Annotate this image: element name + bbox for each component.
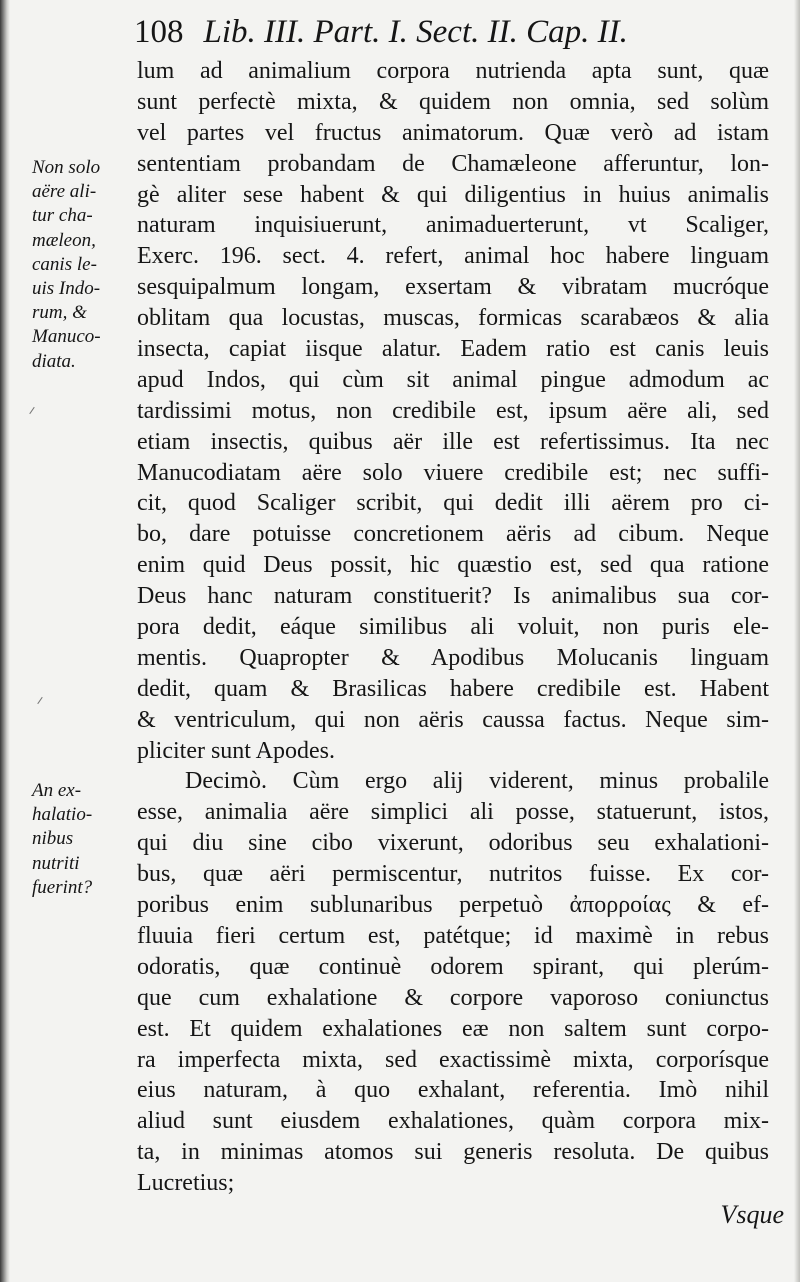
text-line: enim quid Deus possit, hic quæstio est, sed qua ratione (137, 552, 769, 579)
text-line: ra imperfecta mixta, sed exactissimè mixta, corporísque (137, 1046, 769, 1073)
margin-note-line: aëre ali- (32, 181, 97, 203)
margin-note-line: An ex- (32, 780, 82, 801)
text-line: aliud sunt eiusdem exhalationes, quàm corpora mix- (137, 1108, 769, 1135)
text-line: sesquipalmum longam, exsertam & vibratam mucróque (137, 274, 769, 301)
text-line: fluuia fieri certum est, patétque; id maximè in rebus (137, 922, 769, 949)
text-line: dedit, quam & Brasilicas habere credibile est. Habent (137, 675, 769, 702)
page-binding-edge (0, 0, 10, 1282)
margin-note-line: mæleon, (32, 229, 96, 251)
text-line: etiam insectis, quibus aër ille est refertissimus. Ita nec (137, 428, 769, 455)
text-line: vel partes vel fructus animatorum. Quæ verò ad istam (137, 119, 769, 146)
margin-note-line: canis le- (32, 253, 97, 275)
stray-ink-mark (37, 697, 42, 704)
text-line: Decimò. Cùm ergo alij viderent, minus probalile (185, 768, 769, 795)
margin-note-line: Non solo (32, 157, 101, 178)
text-line: bo, dare potuisse concretionem aëris ad cibum. Neque (137, 521, 769, 548)
text-line: bus, quæ aëri permiscentur, nutritos fuisse. Ex cor- (137, 861, 769, 888)
text-line: Deus hanc naturam constituerit? Is animalibus sua cor- (137, 583, 769, 610)
text-line: qui diu sine cibo vixerunt, odoribus seu exhalationi- (137, 830, 769, 857)
margin-note-line: tur cha- (32, 205, 93, 227)
page-right-edge (794, 0, 800, 1282)
text-line: apud Indos, qui cùm sit animal pingue admodum ac (137, 366, 769, 393)
text-line: pliciter sunt Apodes. (137, 737, 335, 764)
text-line: gè aliter sese habent & qui diligentius in huius animalis (137, 181, 769, 208)
text-line: est. Et quidem exhalationes eæ non saltem sunt corpo- (137, 1015, 769, 1042)
text-line: sententiam probandam de Chamæleone afferuntur, lon- (137, 150, 769, 177)
text-line: mentis. Quapropter & Apodibus Molucanis linguam (137, 644, 769, 671)
margin-note-chamaeleon (32, 156, 132, 374)
text-line: Lucretius; (137, 1170, 235, 1197)
margin-note-line: uis Indo- (32, 278, 101, 300)
page-number: 108 (134, 14, 184, 50)
running-head (134, 14, 774, 60)
stray-ink-mark (29, 407, 34, 414)
margin-note-line: halatio- (32, 804, 93, 826)
text-line: poribus enim sublunaribus perpetuò ἀπορροίας & ef- (137, 892, 769, 919)
text-line: Manucodiatam aëre solo viuere credibile est; nec suffi- (137, 459, 769, 486)
body-text (137, 56, 769, 1199)
text-line: pora dedit, eáque similibus ali voluit, non puris ele- (137, 614, 769, 641)
margin-note-exhalationes (32, 779, 132, 900)
text-line: tardissimi motus, non credibile est, ipsum aëre ali, sed (137, 397, 769, 424)
text-line: & ventriculum, qui non aëris caussa factus. Neque sim- (137, 706, 769, 733)
margin-note-line: rum, & (32, 302, 87, 324)
text-line: lum ad animalium corpora nutrienda apta sunt, quæ (137, 58, 769, 84)
text-line: insecta, capiat iisque alatur. Eadem ratio est canis leuis (137, 336, 769, 363)
text-line: que cum exhalatione & corpore vaporoso coniunctus (137, 984, 769, 1011)
text-line: Exerc. 196. sect. 4. refert, animal hoc habere linguam (137, 243, 769, 270)
text-line: odoratis, quæ continuè odorem spirant, qui plerúm- (137, 953, 769, 980)
text-line: oblitam qua locustas, muscas, formicas scarabæos & alia (137, 305, 769, 332)
text-line: cit, quod Scaliger scribit, qui dedit illi aërem pro ci- (137, 490, 769, 517)
running-title: Lib. III. Part. I. Sect. II. Cap. II. (203, 14, 628, 50)
margin-note-line: Manuco- (32, 326, 101, 348)
text-line: naturam inquisiuerunt, animaduerterunt, vt Scaliger, (137, 212, 769, 239)
text-line: sunt perfectè mixta, & quidem non omnia, sed solùm (137, 88, 769, 115)
margin-note-line: nutriti (32, 852, 80, 874)
text-line: eius naturam, à quo exhalant, referentia. Imò nihil (137, 1077, 769, 1104)
text-line: ta, in minimas atomos sui generis resoluta. De quibus (137, 1139, 769, 1166)
margin-note-line: nibus (32, 828, 74, 850)
margin-note-line: fuerint? (32, 876, 93, 898)
catchword: Vsque (720, 1200, 784, 1229)
margin-note-line: diata. (32, 350, 76, 372)
text-line: esse, animalia aëre simplici ali posse, statuerunt, istos, (137, 799, 769, 826)
